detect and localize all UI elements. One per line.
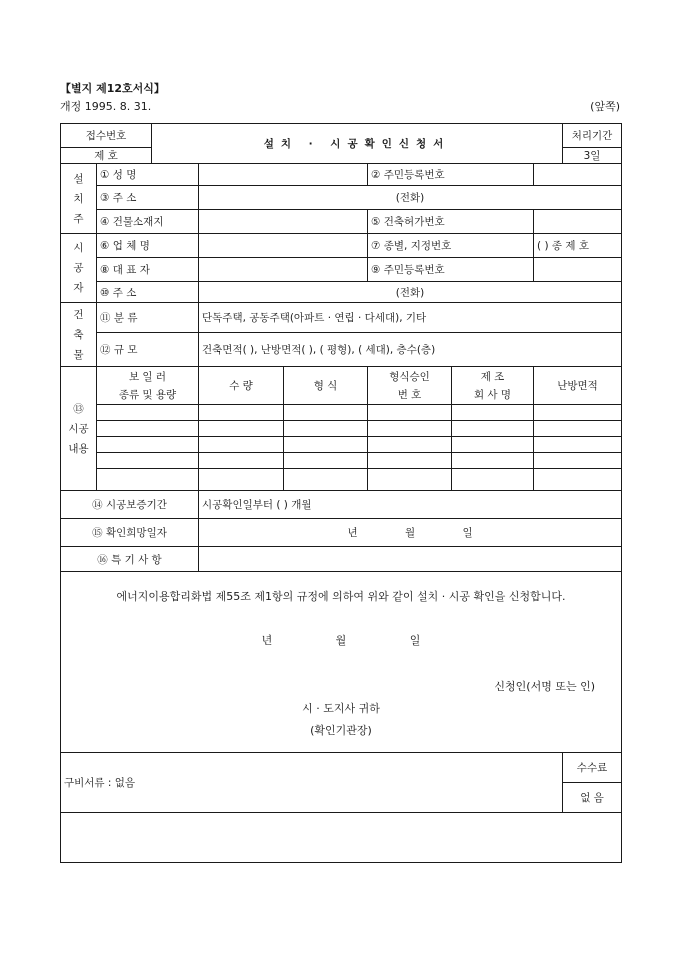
building-permit-field[interactable] [534, 210, 622, 234]
application-form [60, 123, 622, 863]
work-cell[interactable] [199, 421, 284, 437]
contractor-class-label: ⑦ 종별, 지정번호 [368, 234, 534, 258]
work-cell[interactable] [534, 469, 622, 491]
work-cell[interactable] [534, 437, 622, 453]
building-scale-label: ⑫ 규 모 [97, 333, 199, 367]
building-permit-label: ⑤ 건축허가번호 [368, 210, 534, 234]
type-header: 형 식 [284, 367, 368, 405]
contractor-class-field[interactable]: ( ) 종 제 호 [534, 234, 622, 258]
desired-day-label: 일 [462, 527, 473, 539]
desired-year-label: 년 [347, 527, 358, 539]
representative-label: ⑧ 대 표 자 [97, 258, 199, 282]
building-location-field[interactable] [199, 210, 368, 234]
work-cell[interactable] [284, 437, 368, 453]
installer-phone-label: (전화) [395, 192, 425, 204]
work-cell[interactable] [199, 405, 284, 421]
building-category-label: ⑪ 분 류 [97, 303, 199, 333]
receipt-number-label: 접수번호 [61, 124, 152, 148]
work-cell[interactable] [452, 437, 534, 453]
work-cell[interactable] [452, 421, 534, 437]
desired-date-label: ⑮ 확인희망일자 [61, 519, 199, 547]
work-cell[interactable] [368, 437, 452, 453]
company-name-label: ⑥ 업 체 명 [97, 234, 199, 258]
contractor-phone-label: (전화) [395, 286, 425, 299]
representative-field[interactable] [199, 258, 368, 282]
contractor-rrn-field[interactable] [534, 258, 622, 282]
processing-period-value: 3일 [563, 148, 622, 164]
contractor-address-label: ⑩ 주 소 [97, 282, 199, 303]
installer-name-field[interactable] [199, 164, 368, 186]
work-cell[interactable] [284, 405, 368, 421]
quantity-header: 수 량 [199, 367, 284, 405]
work-cell[interactable] [199, 453, 284, 469]
contractor-address-field[interactable] [199, 282, 622, 303]
receipt-number-field[interactable]: 제 호 [61, 148, 152, 164]
building-location-label: ④ 건물소재지 [97, 210, 199, 234]
page-side: (앞쪽) [590, 100, 620, 113]
special-notes-label: ⑯ 특 기 사 항 [61, 547, 199, 572]
fee-label: 수수료 [563, 753, 622, 783]
desired-date-field[interactable] [199, 519, 622, 547]
revision-date: 개정 1995. 8. 31. [60, 100, 152, 113]
work-cell[interactable] [97, 437, 199, 453]
work-cell[interactable] [368, 405, 452, 421]
work-cell[interactable] [368, 421, 452, 437]
installer-section-label: 설 치 주 [61, 164, 97, 234]
warranty-period-label: ⑭ 시공보증기간 [61, 491, 199, 519]
declaration-block [61, 572, 622, 753]
company-name-field[interactable] [199, 234, 368, 258]
manufacturer-header: 제 조 회 사 명 [452, 367, 534, 405]
form-title: 설치 · 시공확인신청서 [152, 124, 563, 164]
work-cell[interactable] [534, 405, 622, 421]
approval-number-header: 형식승인 번 호 [368, 367, 452, 405]
contractor-section-label: 시 공 자 [61, 234, 97, 303]
work-cell[interactable] [97, 405, 199, 421]
work-section-label: ⑬ 시공 내용 [61, 367, 97, 491]
work-cell[interactable] [199, 469, 284, 491]
declaration-date[interactable]: 년 월 일 [261, 634, 421, 647]
work-row [61, 437, 622, 453]
work-cell[interactable] [97, 421, 199, 437]
installer-address-field[interactable] [199, 186, 622, 210]
work-cell[interactable] [452, 453, 534, 469]
installer-name-label: ① 성 명 [97, 164, 199, 186]
work-row [61, 405, 622, 421]
boiler-type-header: 보 일 러 종류 및 용량 [97, 367, 199, 405]
confirming-agency: (확인기관장) [310, 724, 372, 737]
addressee: 시 · 도지사 귀하 [302, 702, 380, 715]
form-number: 【별지 제12호서식】 [60, 82, 165, 95]
installer-address-label: ③ 주 소 [97, 186, 199, 210]
work-cell[interactable] [97, 469, 199, 491]
heating-area-header: 난방면적 [534, 367, 622, 405]
processing-period-label: 처리기간 [563, 124, 622, 148]
work-cell[interactable] [284, 421, 368, 437]
work-cell[interactable] [284, 469, 368, 491]
applicant-signature[interactable]: 신청인(서명 또는 인) [494, 680, 596, 693]
work-cell[interactable] [199, 437, 284, 453]
work-cell[interactable] [534, 421, 622, 437]
blank-footer-area [61, 813, 622, 863]
installer-rrn-field[interactable] [534, 164, 622, 186]
warranty-period-field[interactable]: 시공확인일부터 ( ) 개월 [199, 491, 622, 519]
work-cell[interactable] [284, 453, 368, 469]
work-cell[interactable] [97, 453, 199, 469]
desired-month-label: 월 [404, 527, 416, 539]
special-notes-field[interactable] [199, 547, 622, 572]
fee-value: 없 음 [563, 783, 622, 813]
building-section-label: 건 축 물 [61, 303, 97, 367]
installer-rrn-label: ② 주민등록번호 [368, 164, 534, 186]
declaration-text: 에너지이용합리화법 제55조 제1항의 규정에 의하여 위와 같이 설치 · 시공 확인을 신청합니다. [116, 590, 566, 603]
work-cell[interactable] [452, 405, 534, 421]
work-row [61, 469, 622, 491]
work-cell[interactable] [534, 453, 622, 469]
building-scale-field[interactable]: 건축면적( ), 난방면적( ), ( 평형), ( 세대), 층수(층) [199, 333, 622, 367]
work-cell[interactable] [452, 469, 534, 491]
building-category-options[interactable]: 단독주택, 공동주택(아파트 · 연립 · 다세대), 기타 [199, 303, 622, 333]
work-row [61, 453, 622, 469]
work-cell[interactable] [368, 469, 452, 491]
work-cell[interactable] [368, 453, 452, 469]
required-documents: 구비서류 : 없음 [61, 753, 563, 813]
contractor-rrn-label: ⑨ 주민등록번호 [368, 258, 534, 282]
work-row [61, 421, 622, 437]
